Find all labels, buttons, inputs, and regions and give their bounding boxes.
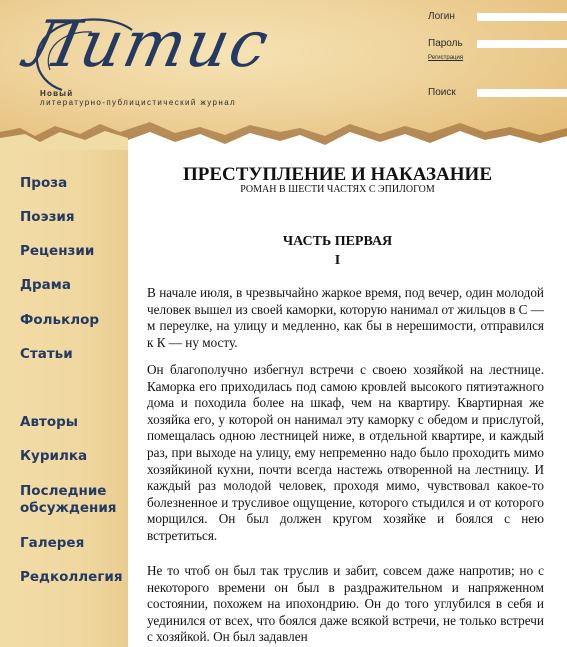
paragraph-2: Он благополучно избегнул встречи с своею хозяйкой на лестнице. Каморка его приходилась под самою кровлей высокого пятиэтажного дома и походила более на шкаф, чем на квартиру. Квартирная же хозяйка его, у которой он нанимал эту каморку с обедом и прислугой, помещалась одною лестницей ниже, в отдельной квартире, и каждый раз, при выходе на улицу, ему непременно надо было проходить мимо хозяйкиной кухни, почти всегда настежь отворенной на лестницу. И каждый раз молодой человек, проходя мимо, чувствовал какое-то болезненное и трусливое ощущение, которого стыдился и от которого морщился. Он был должен кругом хозяйке и боялся с нею встретиться. (147, 362, 544, 543)
sidebar-item-authors[interactable]: Авторы (20, 414, 78, 430)
password-input[interactable] (477, 40, 567, 48)
sidebar-item-gallery[interactable]: Галерея (20, 535, 85, 551)
logo[interactable]: Литис (18, 8, 277, 82)
sidebar-item-drama[interactable]: Драма (20, 277, 71, 293)
chapter-heading: I (334, 253, 341, 268)
article-title: ПРЕСТУПЛЕНИЕ И НАКАЗАНИЕ (182, 164, 493, 185)
sidebar-item-poetry[interactable]: Поэзия (20, 209, 75, 225)
tagline-new: Новый (40, 89, 74, 98)
article-content (128, 150, 567, 647)
sidebar-item-editorial-board[interactable]: Редколлегия (20, 569, 123, 585)
login-input[interactable] (477, 13, 567, 21)
password-label: Пароль (428, 38, 463, 49)
sidebar-item-folklore[interactable]: Фольклор (20, 312, 100, 328)
header (0, 0, 567, 150)
part-heading: ЧАСТЬ ПЕРВАЯ (282, 234, 393, 249)
sidebar-item-reviews[interactable]: Рецензии (20, 243, 95, 259)
sidebar-item-latest-discussions[interactable]: Последние обсуждения (20, 483, 117, 516)
paragraph-1: В начале июля, в чрезвычайно жаркое время, под вечер, один молодой человек вышел из своей каморки, которую нанимал от жильцов в С — м переулке, на улицу и медленно, как бы в нерешимости, отправился к К — ну мосту. (147, 285, 544, 350)
search-label: Поиск (428, 87, 456, 98)
sidebar-item-articles[interactable]: Статьи (20, 346, 73, 362)
sidebar-item-prose[interactable]: Проза (20, 175, 68, 191)
paragraph-3: Не то чтоб он был так труслив и забит, совсем даже напротив; но с некоторого времени он был в раздражительном и напряженном состоянии, похожем на ипохондрию. Он до того углубился в себя и уединился от всех, что боялся даже всякой встречи, не только встречи с хозяйкой. Он был задавлен (147, 563, 544, 645)
search-input[interactable] (477, 89, 567, 97)
article-subtitle: РОМАН В ШЕСТИ ЧАСТЯХ С ЭПИЛОГОМ (240, 184, 435, 195)
sidebar-nav (0, 150, 128, 647)
login-label: Логин (428, 11, 455, 22)
tagline-journal: литературно-публицистический журнал (40, 98, 237, 107)
register-link[interactable]: Регистрация (428, 55, 464, 61)
sidebar-item-smoking-room[interactable]: Курилка (20, 448, 88, 464)
